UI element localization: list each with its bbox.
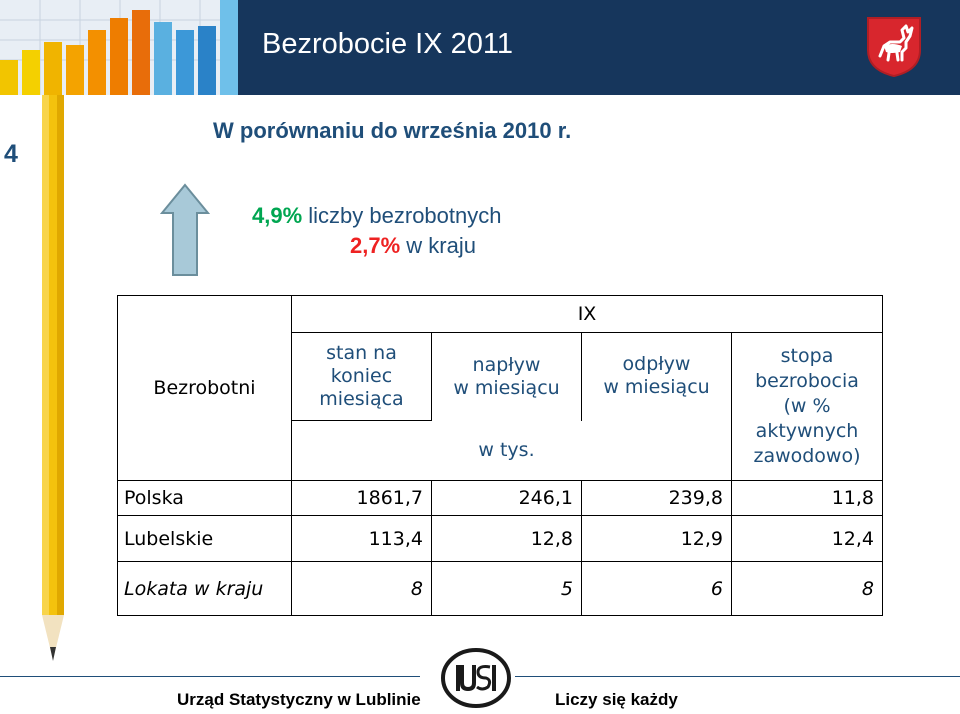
slide-number: 4 bbox=[4, 140, 18, 168]
stat-line-count bbox=[252, 203, 501, 229]
page-title: Bezrobocie IX 2011 bbox=[262, 28, 513, 60]
table-cell: 12,9 bbox=[582, 516, 732, 562]
table-cell: 8 bbox=[732, 562, 883, 616]
table-cell: 5 bbox=[432, 562, 582, 616]
col-header-line: koniec bbox=[330, 365, 393, 387]
row-label: Polska bbox=[118, 481, 292, 516]
up-arrow-icon bbox=[160, 183, 210, 277]
stat-country-value: 2,7% bbox=[350, 233, 401, 258]
footer-institution: Urząd Statystyczny w Lublinie bbox=[177, 690, 421, 709]
col-header-line: w miesiącu bbox=[453, 376, 560, 399]
stat-count-value: 4,9% bbox=[252, 203, 303, 228]
col-header-line: zawodowo) bbox=[753, 445, 861, 467]
footer-divider bbox=[515, 676, 960, 677]
row-label: Lokata w kraju bbox=[118, 562, 292, 616]
ustat-logo-icon bbox=[440, 647, 512, 709]
table-cell: 12,8 bbox=[432, 516, 582, 562]
table-cell: 11,8 bbox=[732, 481, 883, 516]
table-cell: 239,8 bbox=[582, 481, 732, 516]
table-cell: 1861,7 bbox=[292, 481, 432, 516]
col-header-line: (w % bbox=[783, 395, 831, 417]
col-header-stan bbox=[292, 333, 432, 421]
col-header-stopa bbox=[732, 333, 883, 481]
col-header-line: aktywnych bbox=[755, 420, 859, 442]
unit-spacer bbox=[292, 421, 432, 481]
col-header-line: w miesiącu bbox=[603, 376, 710, 398]
unemployment-table bbox=[117, 295, 883, 616]
table-cell: 8 bbox=[292, 562, 432, 616]
table-row bbox=[118, 562, 883, 616]
footer-divider bbox=[0, 676, 420, 677]
col-header-line: stopa bbox=[780, 345, 834, 367]
table-row bbox=[118, 481, 883, 516]
stat-count-text: liczby bezrobotnych bbox=[302, 203, 502, 228]
table-cell: 246,1 bbox=[432, 481, 582, 516]
group-header: IX bbox=[292, 296, 883, 333]
lublin-crest-icon bbox=[866, 16, 922, 78]
col-header-naplyw bbox=[432, 333, 582, 421]
stat-line-country bbox=[350, 233, 476, 259]
row-label-header: Bezrobotni bbox=[118, 296, 292, 481]
row-label: Lubelskie bbox=[118, 516, 292, 562]
table-cell: 113,4 bbox=[292, 516, 432, 562]
subtitle: W porównaniu do września 2010 r. bbox=[213, 118, 572, 143]
col-header-odplyw bbox=[582, 333, 732, 481]
table-cell: 6 bbox=[582, 562, 732, 616]
table-row bbox=[118, 516, 883, 562]
col-header-line: bezrobocia bbox=[755, 370, 859, 392]
pencils-decoration-icon bbox=[0, 0, 250, 95]
col-header-line: napływ bbox=[472, 353, 541, 376]
header-bar bbox=[0, 0, 960, 95]
stat-country-text: w kraju bbox=[400, 233, 476, 258]
col-header-line: odpływ bbox=[622, 353, 691, 375]
footer-slogan: Liczy się każdy bbox=[555, 690, 678, 709]
col-header-line: miesiąca bbox=[319, 388, 404, 410]
unit-note: w tys. bbox=[432, 421, 582, 481]
table-cell: 12,4 bbox=[732, 516, 883, 562]
pencil-icon bbox=[40, 95, 68, 667]
col-header-line: stan na bbox=[326, 342, 397, 364]
